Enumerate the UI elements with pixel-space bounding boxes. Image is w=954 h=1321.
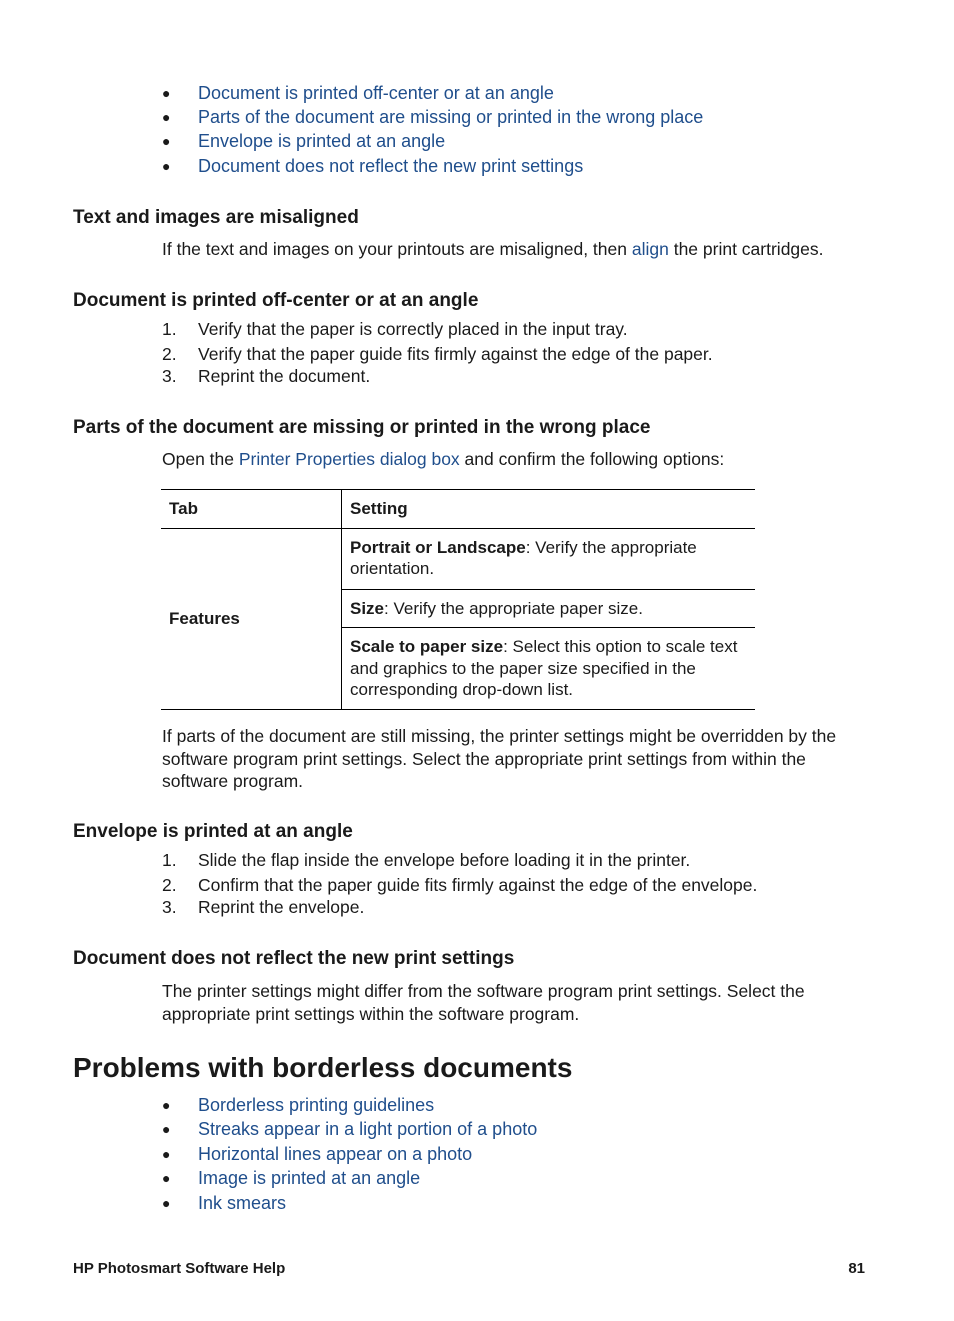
paragraph-new-settings: The printer settings might differ from the software program print settings. Select the appropriate print settings within the software program.	[162, 981, 805, 1024]
table-row	[161, 528, 755, 589]
cell-tab-features: Features	[161, 528, 342, 710]
link-streaks[interactable]: Streaks appear in a light portion of a photo	[198, 1119, 538, 1139]
bullet-icon: ●	[162, 1146, 171, 1162]
heading-new-settings: Document does not reflect the new print settings	[73, 948, 515, 969]
table-header-row	[161, 490, 755, 529]
setting-name: Scale to paper size	[350, 637, 504, 656]
text: Open the	[162, 449, 239, 469]
step-text: Confirm that the paper guide fits firmly against the edge of the envelope.	[198, 875, 758, 895]
page-number: 81	[848, 1260, 865, 1277]
step-number: 1.	[162, 319, 177, 339]
bullet-icon: ●	[162, 158, 171, 174]
heading-borderless: Problems with borderless documents	[73, 1052, 573, 1083]
step-number: 1.	[162, 850, 177, 870]
heading-missing-parts: Parts of the document are missing or printed in the wrong place	[73, 417, 651, 438]
bullet-icon: ●	[162, 133, 171, 149]
step-text: Reprint the envelope.	[198, 897, 365, 917]
header-setting: Setting	[342, 490, 756, 529]
link-offcenter[interactable]: Document is printed off-center or at an angle	[198, 83, 554, 103]
step-number: 3.	[162, 897, 177, 917]
options-table	[161, 489, 755, 710]
link-horizontal-lines[interactable]: Horizontal lines appear on a photo	[198, 1144, 473, 1164]
step-text: Reprint the document.	[198, 366, 371, 386]
text: the print cartridges.	[668, 239, 824, 259]
link-image-angle[interactable]: Image is printed at an angle	[198, 1168, 421, 1188]
setting-name: Size	[350, 598, 385, 618]
heading-envelope: Envelope is printed at an angle	[73, 821, 353, 842]
bullet-icon: ●	[162, 85, 171, 101]
bullet-icon: ●	[162, 109, 171, 125]
text: If the text and images on your printouts are misaligned, then	[162, 239, 632, 259]
bullet-icon: ●	[162, 1195, 171, 1211]
step-text: Verify that the paper is correctly placed in the input tray.	[198, 319, 628, 339]
setting-description: : Verify the appropriate orientation.	[350, 537, 697, 578]
footer-title: HP Photosmart Software Help	[73, 1260, 286, 1277]
cell-setting	[342, 589, 756, 628]
link-borderless-guidelines[interactable]: Borderless printing guidelines	[198, 1095, 435, 1115]
step-number: 2.	[162, 875, 177, 895]
bullet-icon: ●	[162, 1097, 171, 1113]
text: and confirm the following options:	[459, 449, 725, 469]
step-text: Slide the flap inside the envelope before loading it in the printer.	[198, 850, 691, 870]
cell-setting	[342, 628, 756, 710]
link-envelope[interactable]: Envelope is printed at an angle	[198, 131, 446, 151]
setting-description: : Verify the appropriate paper size.	[384, 598, 643, 618]
link-new-settings[interactable]: Document does not reflect the new print settings	[198, 156, 584, 176]
link-missing-parts[interactable]: Parts of the document are missing or printed in the wrong place	[198, 107, 704, 127]
paragraph-missing-after: If parts of the document are still missing, the printer settings might be overridden by the software program print settings. Select the appropriate print settings from within the software program.	[162, 726, 837, 791]
paragraph-missing-intro	[162, 448, 724, 471]
bullet-icon: ●	[162, 1170, 171, 1186]
step-number: 2.	[162, 344, 177, 364]
cell-setting	[342, 528, 756, 589]
header-tab: Tab	[161, 490, 342, 529]
bullet-icon: ●	[162, 1121, 171, 1137]
step-number: 3.	[162, 366, 177, 386]
step-text: Verify that the paper guide fits firmly against the edge of the paper.	[198, 344, 713, 364]
heading-misaligned: Text and images are misaligned	[73, 207, 359, 228]
link-printer-properties[interactable]: Printer Properties dialog box	[238, 449, 460, 469]
setting-name: Portrait or Landscape	[350, 537, 526, 557]
heading-offcenter: Document is printed off-center or at an angle	[73, 290, 479, 311]
paragraph-misaligned	[162, 238, 824, 261]
link-align[interactable]: align	[631, 239, 669, 259]
link-ink-smears[interactable]: Ink smears	[198, 1193, 287, 1213]
setting-description: : Select this option to scale text and graphics to the paper size specified in the corresponding drop-down list.	[350, 637, 738, 699]
